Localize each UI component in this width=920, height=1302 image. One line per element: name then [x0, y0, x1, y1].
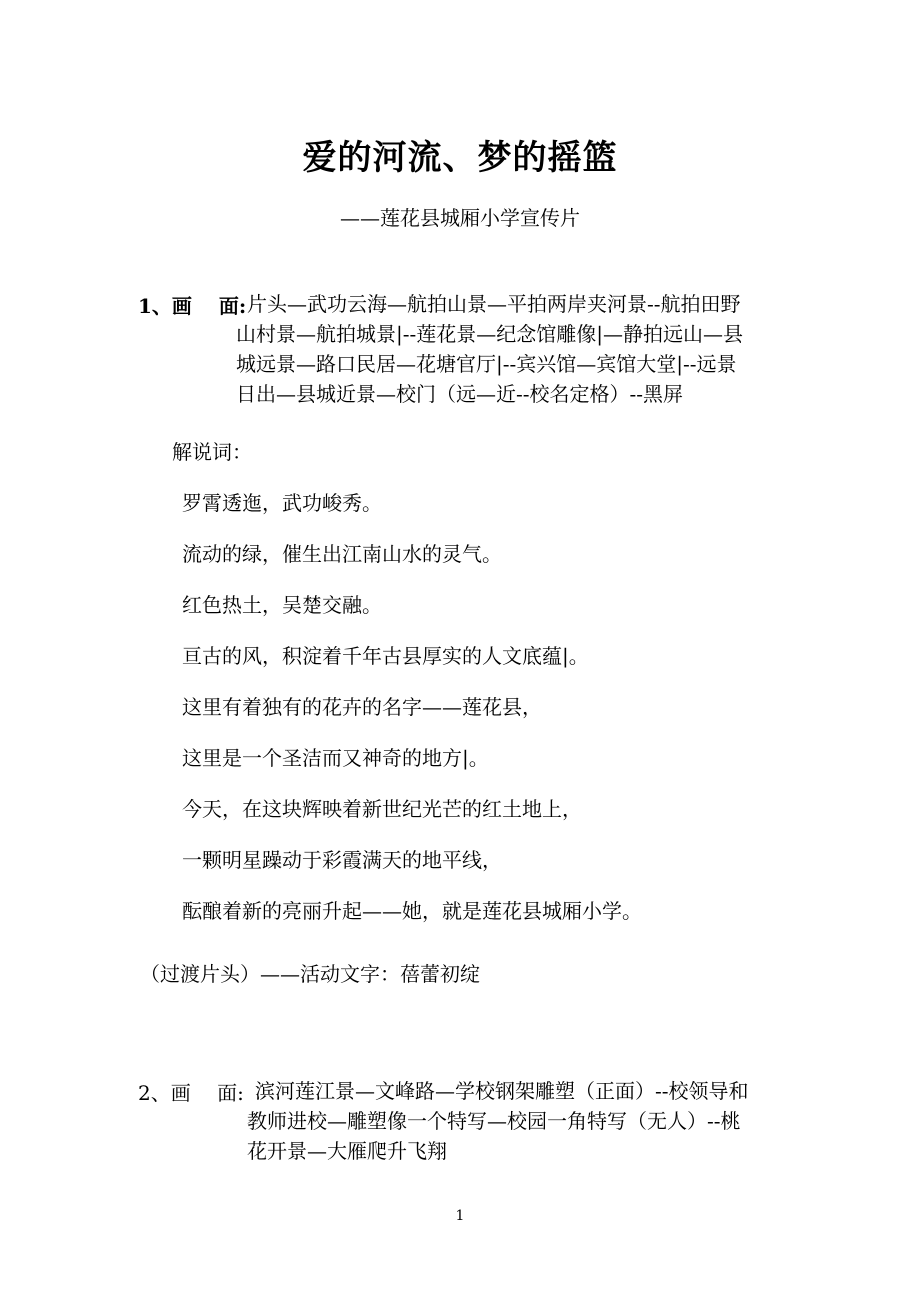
section-1-line: 山村景—航拍城景|--莲花景—纪念馆雕像|—静拍远山—县	[236, 322, 743, 346]
document-title: 爱的河流、梦的摇篮	[302, 138, 618, 178]
section-2-line: 滨河莲江景—文峰路—学校钢架雕塑（正面）--校领导和	[255, 1079, 749, 1103]
section-2-line: 花开景—大雁爬升飞翔	[247, 1139, 447, 1163]
narration-line: 流动的绿，催生出江南山水的灵气。	[182, 542, 502, 566]
narration-line: 亘古的风，积淀着千年古县厚实的人文底蕴|。	[182, 644, 589, 668]
section-2-line: 教师进校—雕塑像一个特写—校园一角特写（无人）--桃	[247, 1109, 741, 1133]
section-1-label: 1、画 面:	[138, 294, 247, 318]
section-1-line: 片头—武功云海—航拍山景—平拍两岸夹河景--航拍田野	[247, 292, 741, 316]
page-number: 1	[455, 1208, 465, 1224]
section-1-line: 日出—县城近景—校门（远—近--校名定格）--黑屏	[236, 382, 684, 406]
transition-note: （过渡片头）——活动文字：蓓蕾初绽	[140, 962, 480, 986]
narration-line: 这里有着独有的花卉的名字——莲花县，	[182, 695, 542, 719]
narration-line: 酝酿着新的亮丽升起——她，就是莲花县城厢小学。	[182, 899, 642, 923]
narration-line: 红色热土，吴楚交融。	[182, 593, 382, 617]
section-1-line: 城远景—路口民居—花塘官厅|--宾兴馆—宾馆大堂|--远景	[236, 352, 737, 376]
document-subtitle: ——莲花县城厢小学宣传片	[340, 206, 580, 230]
narration-line: 这里是一个圣洁而又神奇的地方|。	[182, 746, 489, 770]
narration-label: 解说词：	[172, 440, 252, 464]
narration-line: 罗霄透迤，武功峻秀。	[182, 491, 382, 515]
section-2-label: 2、画 面:	[138, 1081, 244, 1105]
narration-line: 一颗明星躁动于彩霞满天的地平线，	[182, 848, 502, 872]
narration-line: 今天，在这块辉映着新世纪光芒的红土地上，	[182, 797, 582, 821]
